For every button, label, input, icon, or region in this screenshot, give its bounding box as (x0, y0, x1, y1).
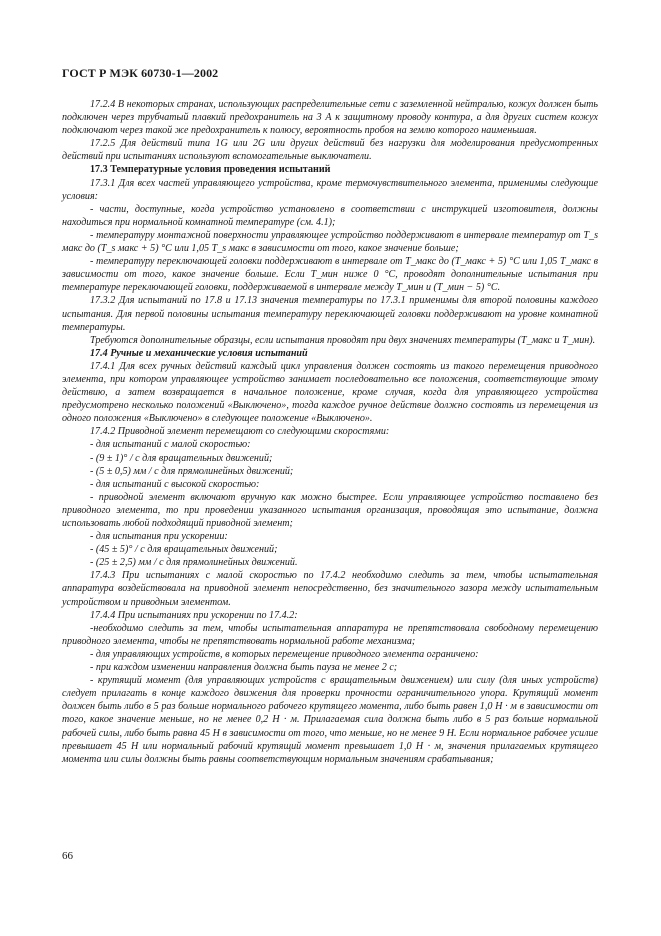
paragraph: - температуру переключающей головки поддерживают в интервале от T_макс до (T_макс + 5) °C или 1,05 T_макс в зависимости от того, какое значение больше. Если T_мин ниже 0 °C, проводят дополнительные испытания при температуре переключающей головки, поддерживаемой в интервале между T_мин и (T_мин − 5) °C. (62, 256, 598, 294)
paragraph: - приводной элемент включают вручную как можно быстрее. Если управляющее устройство поставлено без приводного элемента, то при проведении указанного испытания организация, проводящая это испытание, должна использовать любой подходящий приводной элемент; (62, 491, 598, 529)
paragraph: - для управляющих устройств, в которых перемещение приводного элемента ограничено: (90, 648, 479, 660)
paragraph: - части, доступные, когда устройство установлено в соответствии с инструкцией изготовителя, должны находиться при нормальной комнатной температуре (см. 4.1); (62, 203, 598, 228)
paragraph: -необходимо следить за тем, чтобы испытательная аппаратура не препятствовала свободному перемещению приводного элемента, чтобы не препятствовать нормальной работе механизма; (62, 622, 598, 647)
paragraph: 17.3.2 Для испытаний по 17.8 и 17.13 значения температуры по 17.3.1 применимы для второй половины каждого испытания. Для первой половины испытания температуру переключающей головки поддерживают на уровне комнатной температуры. (62, 295, 598, 333)
paragraph: 17.3.1 Для всех частей управляющего устройства, кроме термочувствительного элемента, применимы следующие условия: (62, 177, 598, 202)
body-text (62, 98, 598, 766)
paragraph: - для испытаний с малой скоростью: (90, 439, 251, 451)
paragraph: - крутящий момент (для управляющих устройств с вращательным движением) или силу (для иных устройств) следует прилагать в конце каждого движения для проверки прочности ограничительного упора. Крутящий момент должен быть либо в 5 раз больше нормального рабочего крутящего момента, либо быть равен 1,0 Н · м в зависимости от того, какое значение меньше, но не менее 0,2 Н · м. Прилагаемая сила должна быть либо в 5 раз больше нормальной рабочей силы, либо быть равна 45 Н в зависимости от того, что меньше, но не менее 9 Н. Если нормальное рабочее усилие превышает 45 Н или нормальный рабочий крутящий момент превышает 1,0 Н · м, значения прилагаемых крутящего момента или силы должны быть равны соответствующим нормальным значениям срабатывания; (62, 675, 598, 765)
paragraph: 17.4.2 Приводной элемент перемещают со следующими скоростями: (90, 426, 390, 438)
paragraph: 17.4.4 При испытаниях при ускорении по 17.4.2: (90, 609, 298, 621)
paragraph: 17.4.3 При испытаниях с малой скоростью по 17.4.2 необходимо следить за тем, чтобы испытательная аппаратура воздействовала на приводной элемент непосредственно, без значительного зазора между испытательным устройством и приводным элементом. (62, 570, 598, 608)
paragraph: - для испытания при ускорении: (90, 531, 228, 543)
paragraph: - температуру монтажной поверхности управляющее устройство поддерживают в интервале температур от T_s макс до (T_s макс + 5) °C или 1,05 T_s макс в зависимости от того, какое значение больше; (62, 229, 598, 255)
paragraph: - (9 ± 1)° / с для вращательных движений; (90, 452, 273, 464)
paragraph: 17.2.5 Для действий типа 1G или 2G или других действий без нагрузки для моделирования предусмотренных действий при испытаниях используют вспомогательные выключатели. (62, 138, 598, 163)
paragraph: 17.4.1 Для всех ручных действий каждый цикл управления должен состоять из такого перемещения приводного элемента, при котором управляющее устройство занимает последовательно все положения, соответствующие этому действию, а затем возвращается в начальное положение, кроме случая, когда для управляющего устройства предусмотрено несколько положений «Выключено», тогда каждое ручное действие должно состоять из перемещения из одного положения «Выключено» в следующее положение «Выключено». (62, 360, 598, 425)
paragraph: Требуются дополнительные образцы, если испытания проводят при двух значениях температуры (T_макс и T_мин). (90, 334, 596, 346)
standard-header: ГОСТ Р МЭК 60730-1—2002 (62, 66, 219, 80)
paragraph: - при каждом изменении направления должна быть пауза не менее 2 с; (90, 662, 398, 674)
section-heading: 17.3 Температурные условия проведения испытаний (90, 164, 331, 176)
paragraph: - для испытаний с высокой скоростью: (90, 478, 260, 490)
paragraph: - (25 ± 2,5) мм / с для прямолинейных движений. (90, 557, 298, 569)
paragraph: - (45 ± 5)° / с для вращательных движений; (90, 544, 278, 556)
paragraph: - (5 ± 0,5) мм / с для прямолинейных движений; (90, 465, 294, 477)
page-number: 66 (62, 850, 73, 862)
section-heading: 17.4 Ручные и механические условия испытаний (90, 347, 308, 359)
paragraph: 17.2.4 В некоторых странах, использующих распределительные сети с заземленной нейтралью, кожух должен быть подключен через трубчатый плавкий предохранитель на 3 А к защитному проводу контура, а для других систем кожух подключают через такой же предохранитель к полюсу, вероятность пробоя на землю которого наименьшая. (62, 99, 598, 137)
